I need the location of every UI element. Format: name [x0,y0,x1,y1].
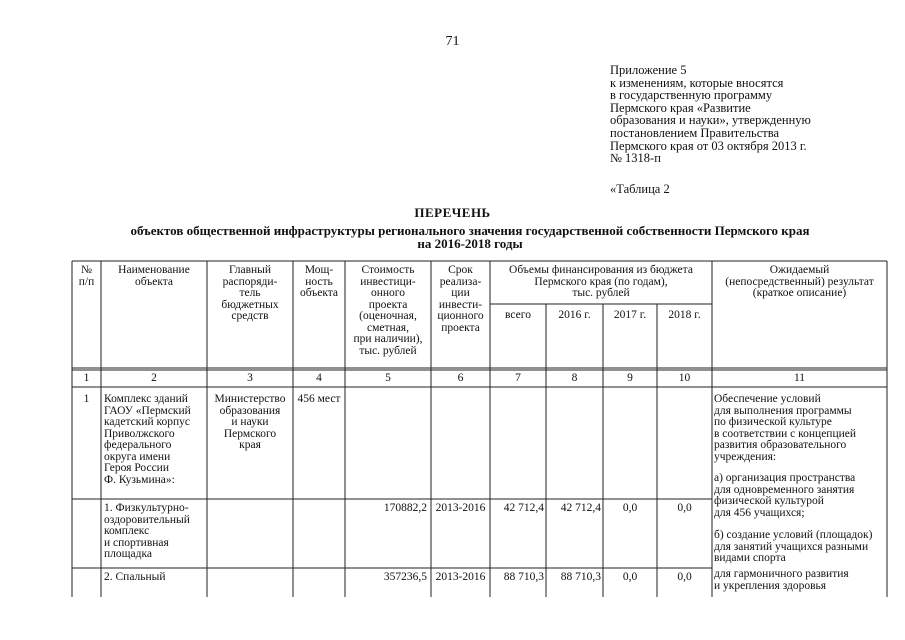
row-manager: Министерство образования и науки Пермского края [214,393,286,451]
row-cost: 170882,2 [383,502,427,514]
column-number: 2 [151,372,157,384]
row-2017: 0,0 [622,502,638,514]
column-number: 5 [385,372,391,384]
row-name: 2. Спальный [104,571,166,583]
header-2017: 2017 г. [613,309,647,321]
header-num: № п/п [78,264,95,288]
result-text: для гармоничного развития и укрепления здоровья [714,568,849,592]
column-number: 3 [247,372,253,384]
column-number: 10 [678,372,691,384]
header-manager: Главный распоряди- тель бюджетных средств [221,264,279,322]
document-title: ПЕРЕЧЕНЬ [414,205,491,220]
row-name: Комплекс зданий ГАОУ «Пермский кадетский корпус Приволжского федерального округа имени Героя России Ф. Кузьмина»: [104,393,191,486]
column-number: 6 [457,372,464,384]
header-capacity: Мощ- ность объекта [299,264,339,299]
column-number: 7 [515,372,521,384]
row-capacity: 456 мест [297,393,341,405]
appendix-note: Приложение 5 к изменениям, которые вносятся в государственную программу Пермского края «Развитие образования и науки», утвержденную постановлением Правительства Пермского края от 03 октября 2013 г. № 1318-п [610,63,811,166]
page-number: 71 [445,34,460,49]
table-label: «Таблица 2 [610,182,670,196]
header-total: всего [505,309,531,321]
column-number: 4 [316,372,322,384]
header-2016: 2016 г. [558,309,591,321]
row-term: 2013-2016 [435,571,486,583]
row-2016: 88 710,3 [560,571,601,583]
column-number: 1 [83,372,90,384]
result-text: а) организация пространства для одновременного занятия физической культурой для 456 учащихся; [714,472,856,519]
row-name: 1. Физкультурно- оздоровительный комплекс и спортивная площадка [104,502,190,560]
row-2018: 0,0 [677,571,692,583]
header-cost: Стоимость инвестици- онного проекта (оценочная, сметная, при наличии), тыс. рублей [353,264,423,357]
row-2016: 42 712,4 [560,502,601,514]
row-total: 88 710,3 [503,571,544,583]
row-2018: 0,0 [677,502,692,514]
header-term: Срок реализа- ции инвести- ционного проекта [437,264,484,334]
document-subtitle: объектов общественной инфраструктуры регионального значения государственной собственности Пермского края на 2016-2018 годы [130,223,810,251]
header-funding: Объемы финансирования из бюджета Пермского края (по годам), тыс. рублей [509,264,693,299]
header-2018: 2018 г. [668,309,701,321]
column-number: 9 [627,372,633,384]
header-name: Наименование объекта [118,264,190,288]
column-number: 8 [571,372,578,384]
result-text: б) создание условий (площадок) для занятий учащихся разными видами спорта [714,529,873,564]
row-term: 2013-2016 [435,502,486,514]
header-result: Ожидаемый (непосредственный) результат (краткое описание) [725,264,874,299]
result-text: Обеспечение условий для выполнения программы по физической культуре в соответствии с концепцией развития образовательного учреждения: [714,393,857,463]
row-num: 1 [83,393,90,405]
row-total: 42 712,4 [503,502,544,514]
row-cost: 357236,5 [383,571,427,583]
column-number: 11 [793,372,806,384]
row-2017: 0,0 [622,571,638,583]
